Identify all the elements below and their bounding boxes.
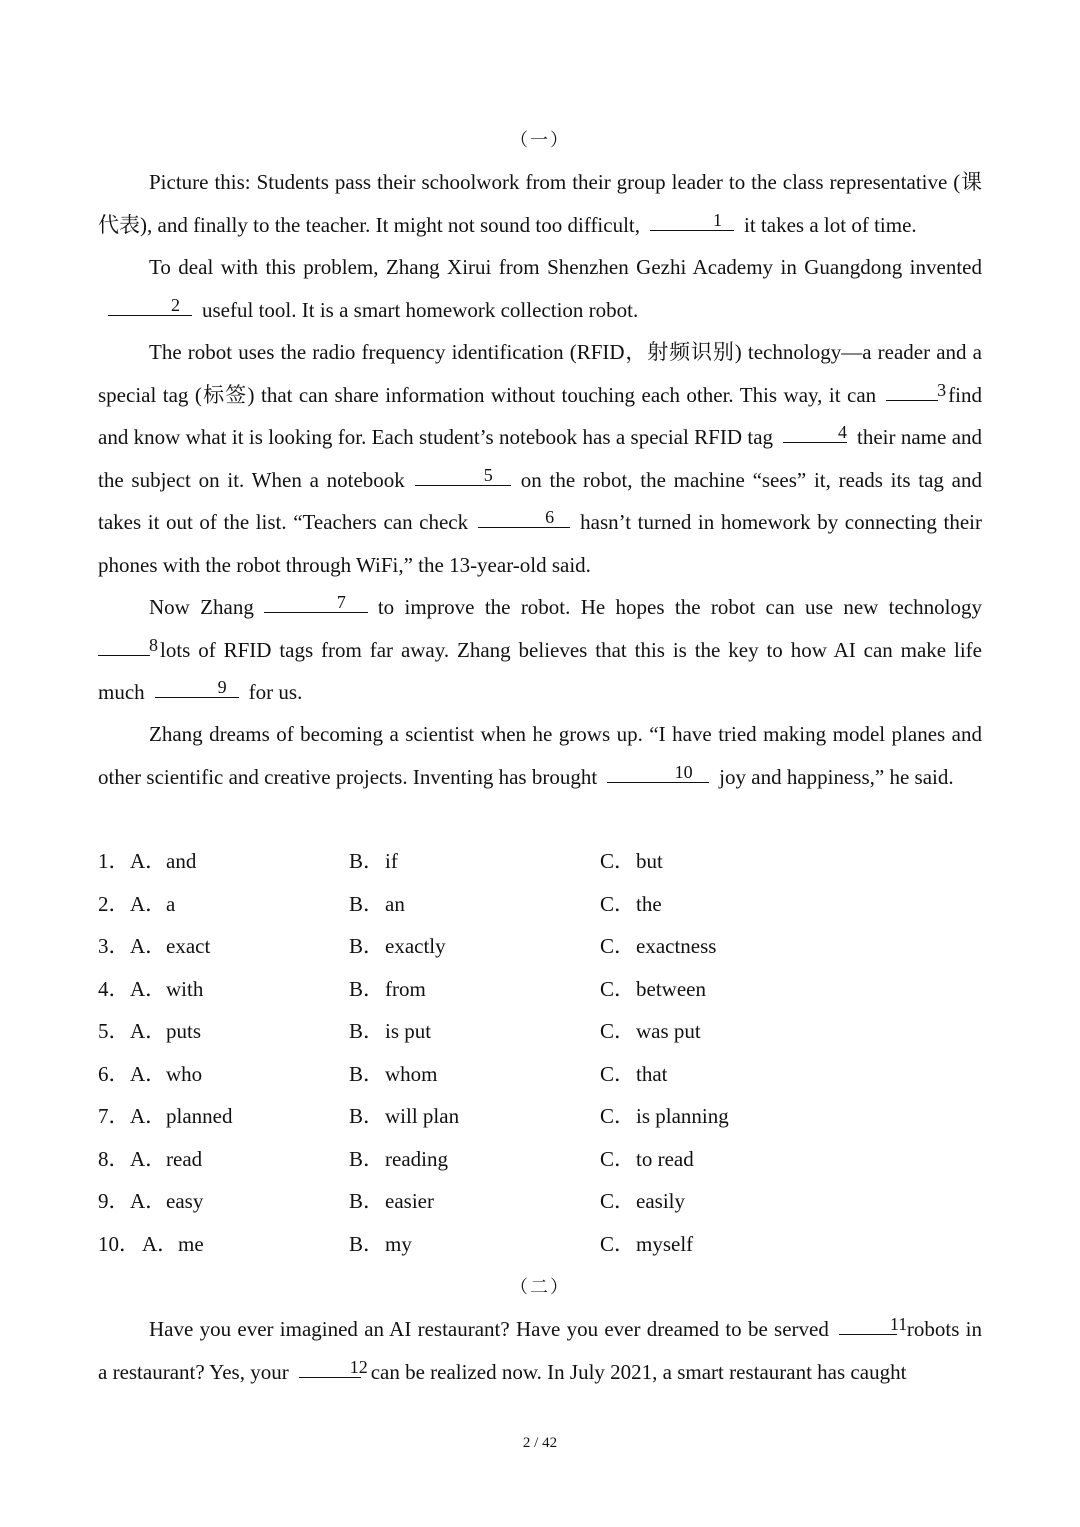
option-text: who [166,1061,203,1086]
option-text: and [166,849,197,873]
paragraph-text: joy and happiness,” he said. [719,764,954,789]
option-text: will plan [385,1104,460,1128]
option-letter: A． [130,891,167,916]
option-b [349,1010,431,1053]
option-letter: B． [349,976,385,1001]
option-row [98,1223,982,1266]
question-number: 9． [98,1189,130,1213]
blank-9: 9 [155,677,239,698]
option-b [349,968,426,1011]
option-c [600,840,663,883]
option-row [98,968,982,1011]
option-text: to read [636,1146,694,1171]
option-text: easy [166,1189,204,1213]
option-row [98,925,982,968]
option-a [130,883,175,926]
option-a [130,968,203,1011]
option-a [130,1138,202,1181]
option-text: an [385,891,405,916]
option-text: from [385,976,426,1001]
option-c [600,1010,701,1053]
option-text: easier [385,1189,434,1213]
paragraph-text: to improve the robot. He hopes the robot can use new technology [377,595,982,619]
option-row [98,1053,982,1096]
option-letter: C． [600,891,636,916]
option-letter: A． [142,1231,179,1256]
paragraph-text: can be realized now. In July 2021, a smart restaurant has caught [370,1359,907,1384]
option-b [349,883,405,926]
option-a [130,840,196,883]
option-c [600,1095,729,1138]
option-a [130,1095,232,1138]
option-text: with [166,976,204,1001]
option-a [130,1010,201,1053]
paragraph-3 [98,331,982,586]
option-text: exactness [636,934,717,958]
option-letter: B． [349,1104,385,1128]
option-letter: B． [349,934,385,958]
option-text: exactly [385,934,446,958]
option-a [130,1053,202,1096]
paragraph-text: lots of RFID tags from far away. Zhang believes that this is the key to how AI can make life much [98,637,982,704]
option-letter: B． [349,1146,385,1171]
option-text: but [636,849,663,873]
paragraph-text: The robot uses the radio frequency identification (RFID，射频识别) technology—a reader and a special tag (标签) that can share information without touching each other. This way, it can [98,340,982,407]
option-letter: B． [349,1019,385,1043]
option-row [98,1010,982,1053]
option-letter: A． [130,1019,167,1043]
option-letter: B． [349,891,385,916]
blank-2: 2 [108,295,192,316]
question-number: 6． [98,1061,130,1086]
option-letter: A． [130,976,167,1001]
option-letter: C． [600,1061,636,1086]
option-letter: A． [130,849,167,873]
option-letter: A． [130,1189,167,1213]
option-row [98,840,982,883]
blank-5: 5 [415,465,511,486]
option-text: reading [385,1146,448,1171]
question-number: 7． [98,1104,130,1128]
option-text: planned [166,1104,233,1128]
paragraph-text: their name and the subject on it. When a notebook [98,425,983,492]
option-letter: A． [130,934,167,958]
option-text: is planning [636,1104,729,1128]
question-number: 5． [98,1019,130,1043]
paragraph-text: it takes a lot of time. [744,212,917,237]
option-text: easily [636,1189,685,1213]
paragraph-text: Picture this: Students pass their schoolwork from their group leader to the class representative (课代表), and finally to the teacher. It might not sound too difficult, [98,170,982,237]
option-letter: B． [349,1189,385,1213]
option-letter: C． [600,976,636,1001]
option-a [130,925,210,968]
question-number: 4． [98,976,130,1001]
option-text: me [178,1231,204,1256]
paragraph-text: Now Zhang [149,595,254,619]
option-c [600,925,716,968]
paragraph-text: robots in a restaurant? Yes, your [98,1317,982,1384]
option-b [349,925,446,968]
option-text: exact [166,934,211,958]
option-text: a [166,891,176,916]
option-c [600,968,706,1011]
paragraph-text: Have you ever imagined an AI restaurant? Have you ever dreamed to be served [149,1317,829,1341]
option-row [98,1095,982,1138]
question-number: 2． [98,891,130,916]
blank-11: 11 [839,1314,897,1335]
option-row [98,1180,982,1223]
blank-4: 4 [783,422,847,443]
option-letter: A． [130,1104,167,1128]
section-heading-2: （二） [510,1277,570,1297]
paragraph-text: To deal with this problem, Zhang Xirui from Shenzhen Gezhi Academy in Guangdong invented [149,255,982,279]
option-text: if [385,849,398,873]
option-letter: B． [349,849,385,873]
blank-7: 7 [264,592,368,613]
option-b [349,1180,434,1223]
blank-6: 6 [478,507,570,528]
paragraph-1 [98,161,982,246]
paragraph-text: useful tool. It is a smart homework collection robot. [202,297,639,322]
option-letter: C． [600,1146,636,1171]
blank-12: 12 [299,1357,361,1378]
option-a [142,1223,204,1266]
paragraph-5 [98,713,982,798]
option-text: puts [166,1019,202,1043]
option-letter: C． [600,934,636,958]
page-number: 2 / 42 [522,1435,558,1451]
option-c [600,883,662,926]
option-b [349,1138,448,1181]
option-letter: C． [600,1104,636,1128]
option-text: read [166,1146,203,1171]
blank-8: 8 [98,635,150,656]
option-row [98,1138,982,1181]
paragraph-2 [98,246,982,331]
paragraph-text: find and know what it is looking for. Each student’s notebook has a special RFID tag [98,382,982,449]
option-text: whom [385,1061,438,1086]
paragraph-4 [98,586,982,714]
option-letter: A． [130,1146,167,1171]
option-letter: B． [349,1231,385,1256]
option-c [600,1180,685,1223]
option-row [98,883,982,926]
question-number: 10． [98,1231,140,1256]
option-b [349,1095,459,1138]
option-text: between [636,976,706,1001]
option-b [349,840,398,883]
question-number: 1． [98,849,130,873]
blank-10: 10 [607,762,709,783]
option-c [600,1053,668,1096]
option-b [349,1053,438,1096]
section-heading-1: （一） [510,130,570,150]
blank-1: 1 [650,210,734,231]
option-letter: C． [600,1231,636,1256]
option-text: is put [385,1019,432,1043]
option-c [600,1223,693,1266]
options-list [98,840,982,1265]
option-b [349,1223,412,1266]
option-c [600,1138,694,1181]
option-text: was put [636,1019,701,1043]
option-letter: B． [349,1061,385,1086]
option-text: my [385,1231,412,1256]
paragraph-text: for us. [248,680,303,704]
option-a [130,1180,203,1223]
option-text: the [636,891,662,916]
paragraph-6 [98,1308,982,1393]
option-letter: A． [130,1061,167,1086]
option-text: myself [636,1231,694,1256]
paragraph-text: on the robot, the machine “sees” it, reads its tag and takes it out of the list. “Teachers can check [98,467,982,534]
question-number: 8． [98,1146,130,1171]
option-letter: C． [600,1189,636,1213]
blank-3: 3 [886,380,938,401]
paragraph-text: hasn’t turned in homework by connecting their phones with the robot through WiFi,” the 13-year-old said. [98,510,982,577]
option-letter: C． [600,849,636,873]
option-text: that [636,1061,668,1086]
question-number: 3． [98,934,130,958]
paragraph-text: Zhang dreams of becoming a scientist when he grows up. “I have tried making model planes and other scientific and creative projects. Inventing has brought [98,722,982,789]
option-letter: C． [600,1019,636,1043]
